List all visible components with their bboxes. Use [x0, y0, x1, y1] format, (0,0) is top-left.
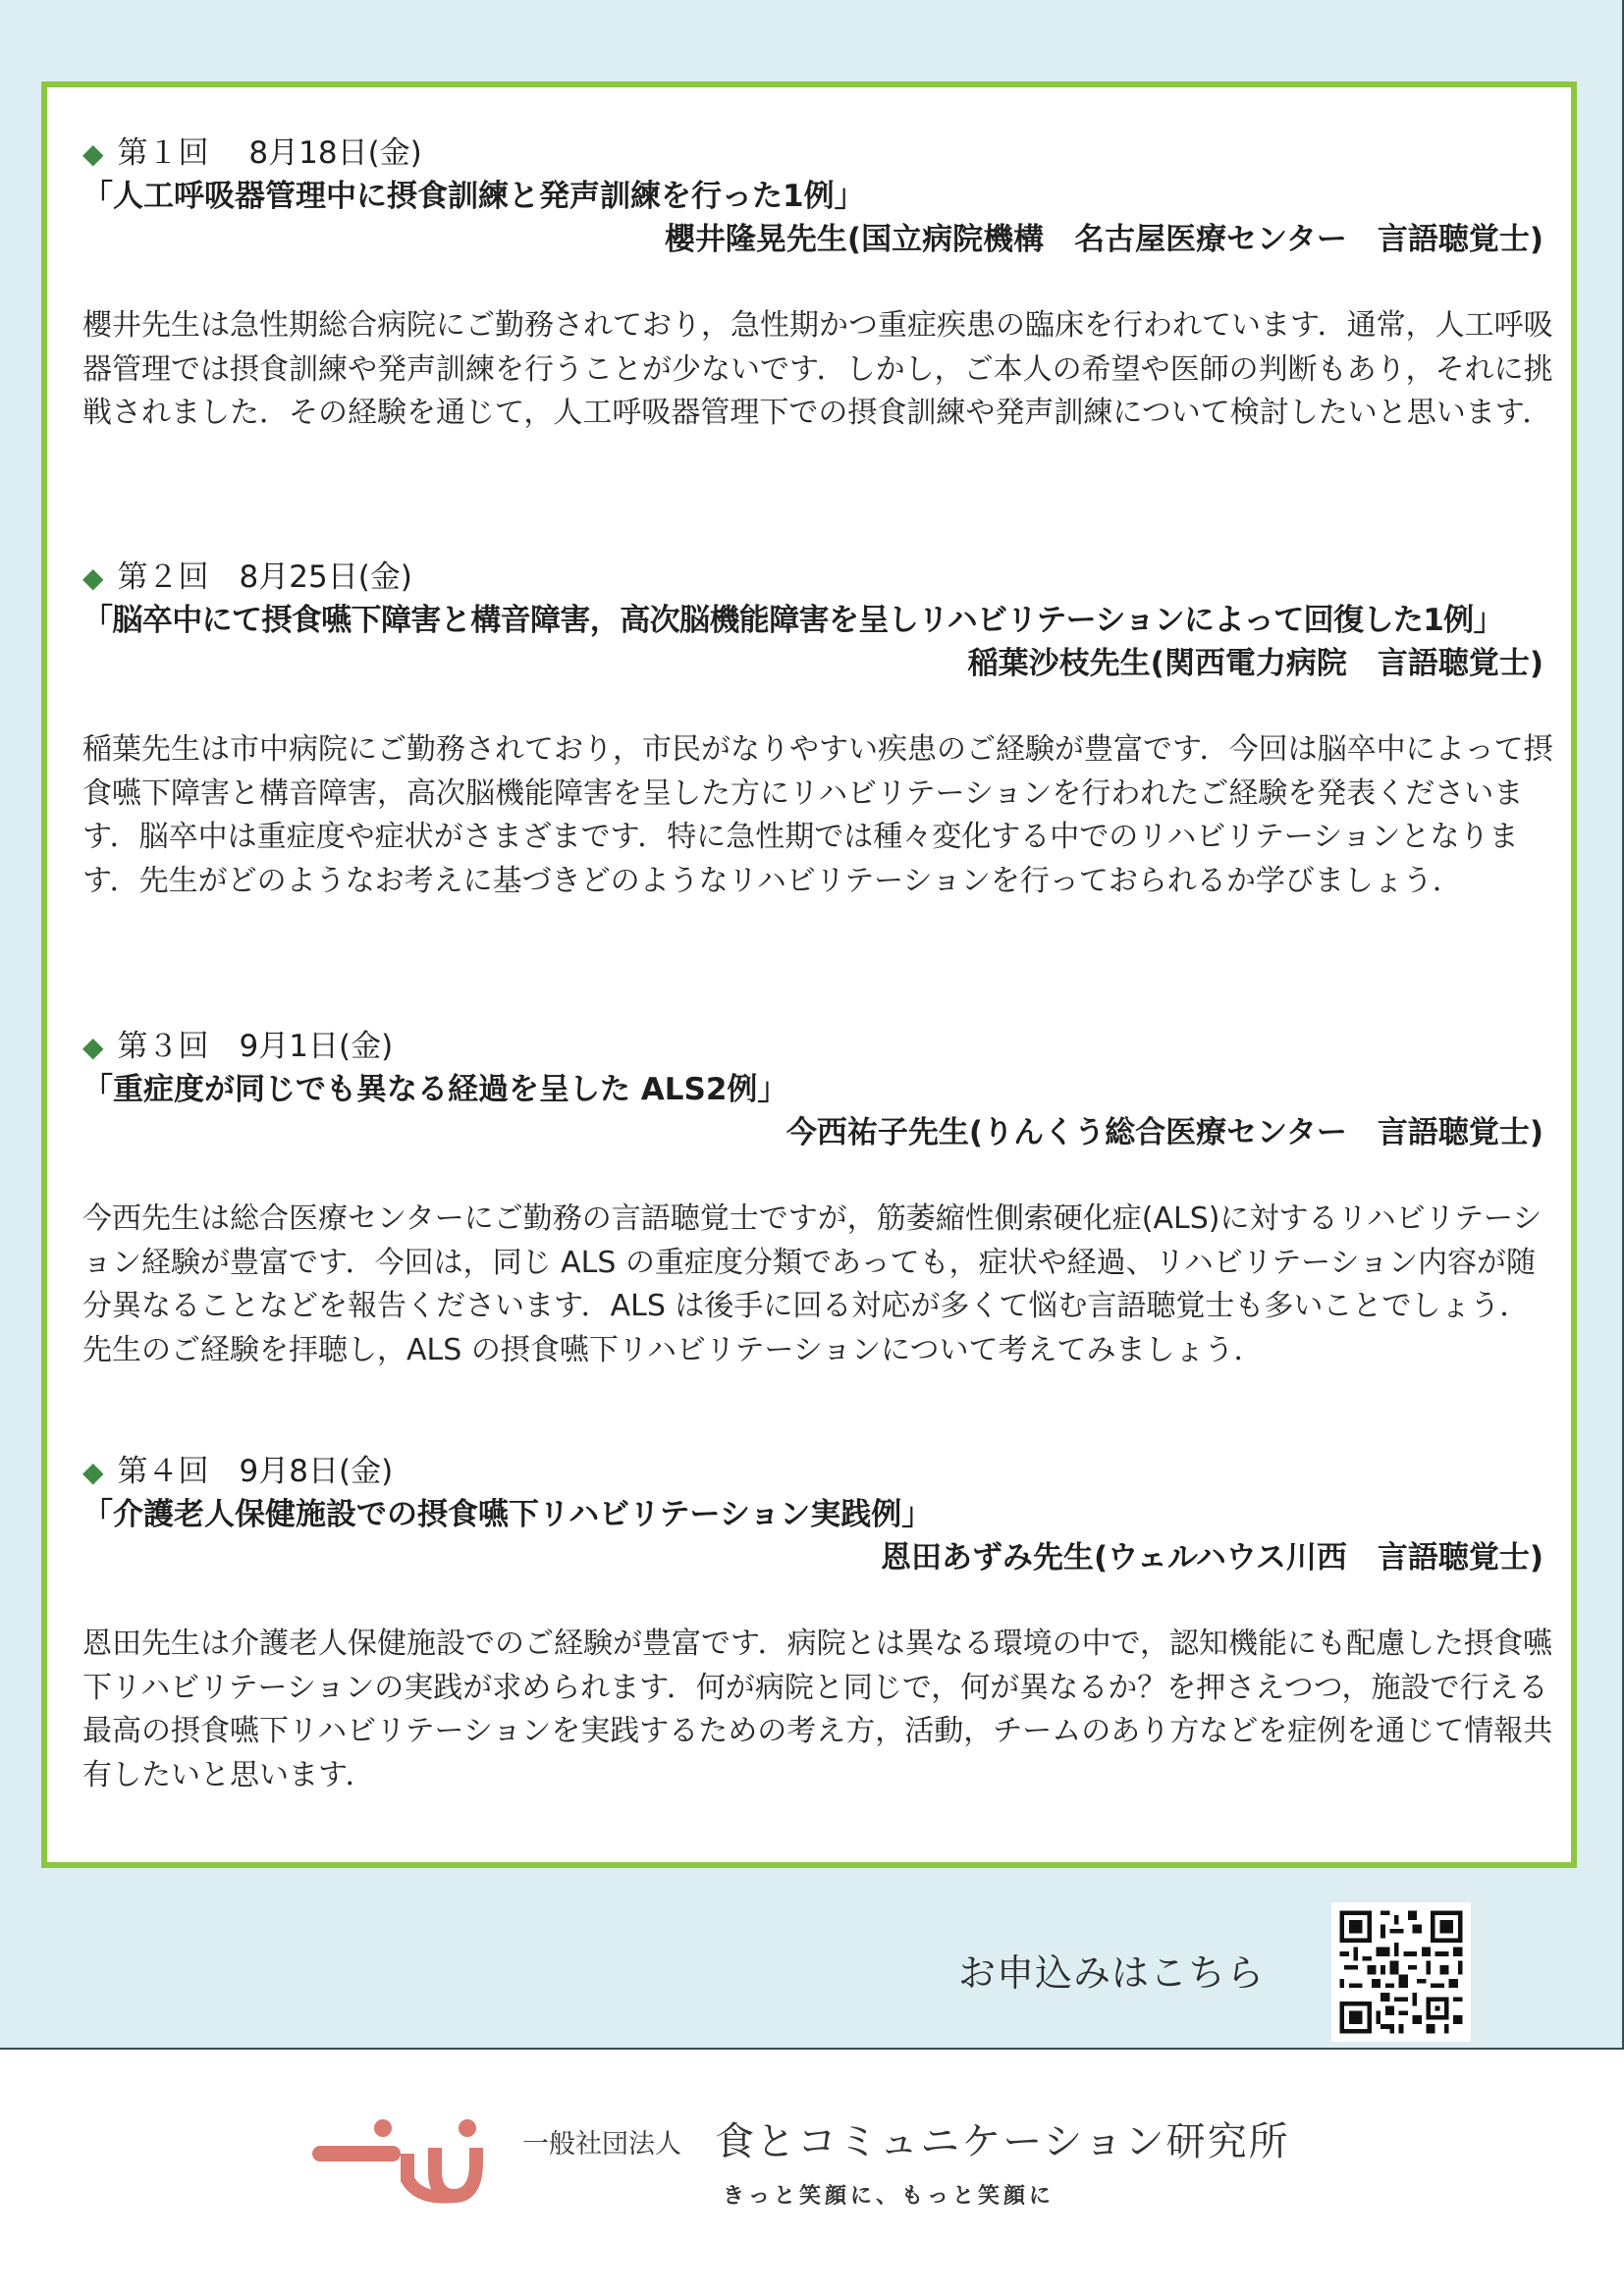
session-date: 第２回 8月25日(金): [117, 560, 412, 595]
org-name: 食とコミュニケーション研究所: [715, 2119, 1290, 2164]
session-4: [82, 1450, 1555, 1797]
diamond-bullet-icon: ◆: [82, 1456, 104, 1488]
sessions-box: [41, 81, 1577, 1868]
session-header: [82, 1450, 1555, 1493]
session-date: 第４回 9月8日(金): [117, 1454, 394, 1489]
smile-logo-icon: [306, 2112, 493, 2215]
diamond-bullet-icon: ◆: [82, 1031, 104, 1063]
org-type: 一般社団法人: [522, 2129, 681, 2160]
session-description: 今西先生は総合医療センターにご勤務の言語聴覚士ですが，筋萎縮性側索硬化症(ALS)に対するリハビリテーション経験が豊富です．今回は，同じ ALS の重症度分類であっても，症状や経過、リハビリテーション内容が随分異なることなどを報告くださいます．ALS は後手に回る対応が多くて悩む言語聴覚士も多いことでしょう．先生のご経験を拝聴し，ALS の摂食嚥下リハビリテーションについて考えてみましょう．: [82, 1201, 1543, 1367]
session-title: 「重症度が同じでも異なる経過を呈した ALS2例」: [82, 1072, 788, 1107]
session-description: 稲葉先生は市中病院にご勤務されており，市民がなりやすい疾患のご経験が豊富です．今回は脳卒中によって摂食嚥下障害と構音障害，高次脳機能障害を呈した方にリハビリテーションを行われたご経験を発表くださいます．脳卒中は重症度や症状がさまざまです．特に急性期では種々変化する中でのリハビリテーションとなります．先生がどのようなお考えに基づきどのようなリハビリテーションを行っておられるか学びましょう．: [82, 732, 1553, 898]
session-title: 「人工呼吸器管理中に摂食訓練と発声訓練を行った1例」: [82, 179, 865, 214]
diamond-bullet-icon: ◆: [82, 137, 104, 170]
session-1: [82, 132, 1555, 436]
session-speaker: 恩田あずみ先生(ウェルハウス川西 言語聴覚士): [881, 1540, 1543, 1575]
session-title: 「脳卒中にて摂食嚥下障害と構音障害，高次脳機能障害を呈しリハビリテーションによって回復した1例」: [82, 603, 1503, 638]
session-3: [82, 1025, 1555, 1372]
session-header: [82, 556, 1555, 599]
session-date: 第３回 9月1日(金): [117, 1029, 394, 1064]
tagline: きっと笑顔に、もっと笑顔に: [723, 2184, 1056, 2209]
diamond-bullet-icon: ◆: [82, 561, 104, 594]
session-speaker: 稲葉沙枝先生(関西電力病院 言語聴覚士): [967, 646, 1543, 681]
apply-label: お申込みはこちら: [958, 1951, 1266, 1995]
session-description: 櫻井先生は急性期総合病院にご勤務されており，急性期かつ重症疾患の臨床を行われています．通常，人工呼吸器管理では摂食訓練や発声訓練を行うことが少ないです．しかし，ご本人の希望や医師の判断もあり，それに挑戦されました．その経験を通じて，人工呼吸器管理下での摂食訓練や発声訓練について検討したいと思います．: [82, 308, 1553, 430]
session-description: 恩田先生は介護老人保健施設でのご経験が豊富です．病院とは異なる環境の中で，認知機能にも配慮した摂食嚥下リハビリテーションの実践が求められます．何が病院と同じで，何が異なるか？を押さえつつ，施設で行える最高の摂食嚥下リハビリテーションを実践するための考え方，活動，チームのあり方などを症例を通じて情報共有したいと思います．: [82, 1627, 1553, 1792]
session-speaker: 今西祐子先生(りんくう総合医療センター 言語聴覚士): [785, 1115, 1543, 1150]
qr-code-icon[interactable]: [1331, 1902, 1471, 2042]
session-2: [82, 556, 1555, 903]
session-header: [82, 132, 1555, 175]
session-header: [82, 1025, 1555, 1068]
session-date: 第１回 8月18日(金): [117, 135, 422, 171]
session-speaker: 櫻井隆晃先生(国立病院機構 名古屋医療センター 言語聴覚士): [664, 222, 1543, 257]
session-title: 「介護老人保健施設での摂食嚥下リハビリテーション実践例」: [82, 1497, 933, 1532]
